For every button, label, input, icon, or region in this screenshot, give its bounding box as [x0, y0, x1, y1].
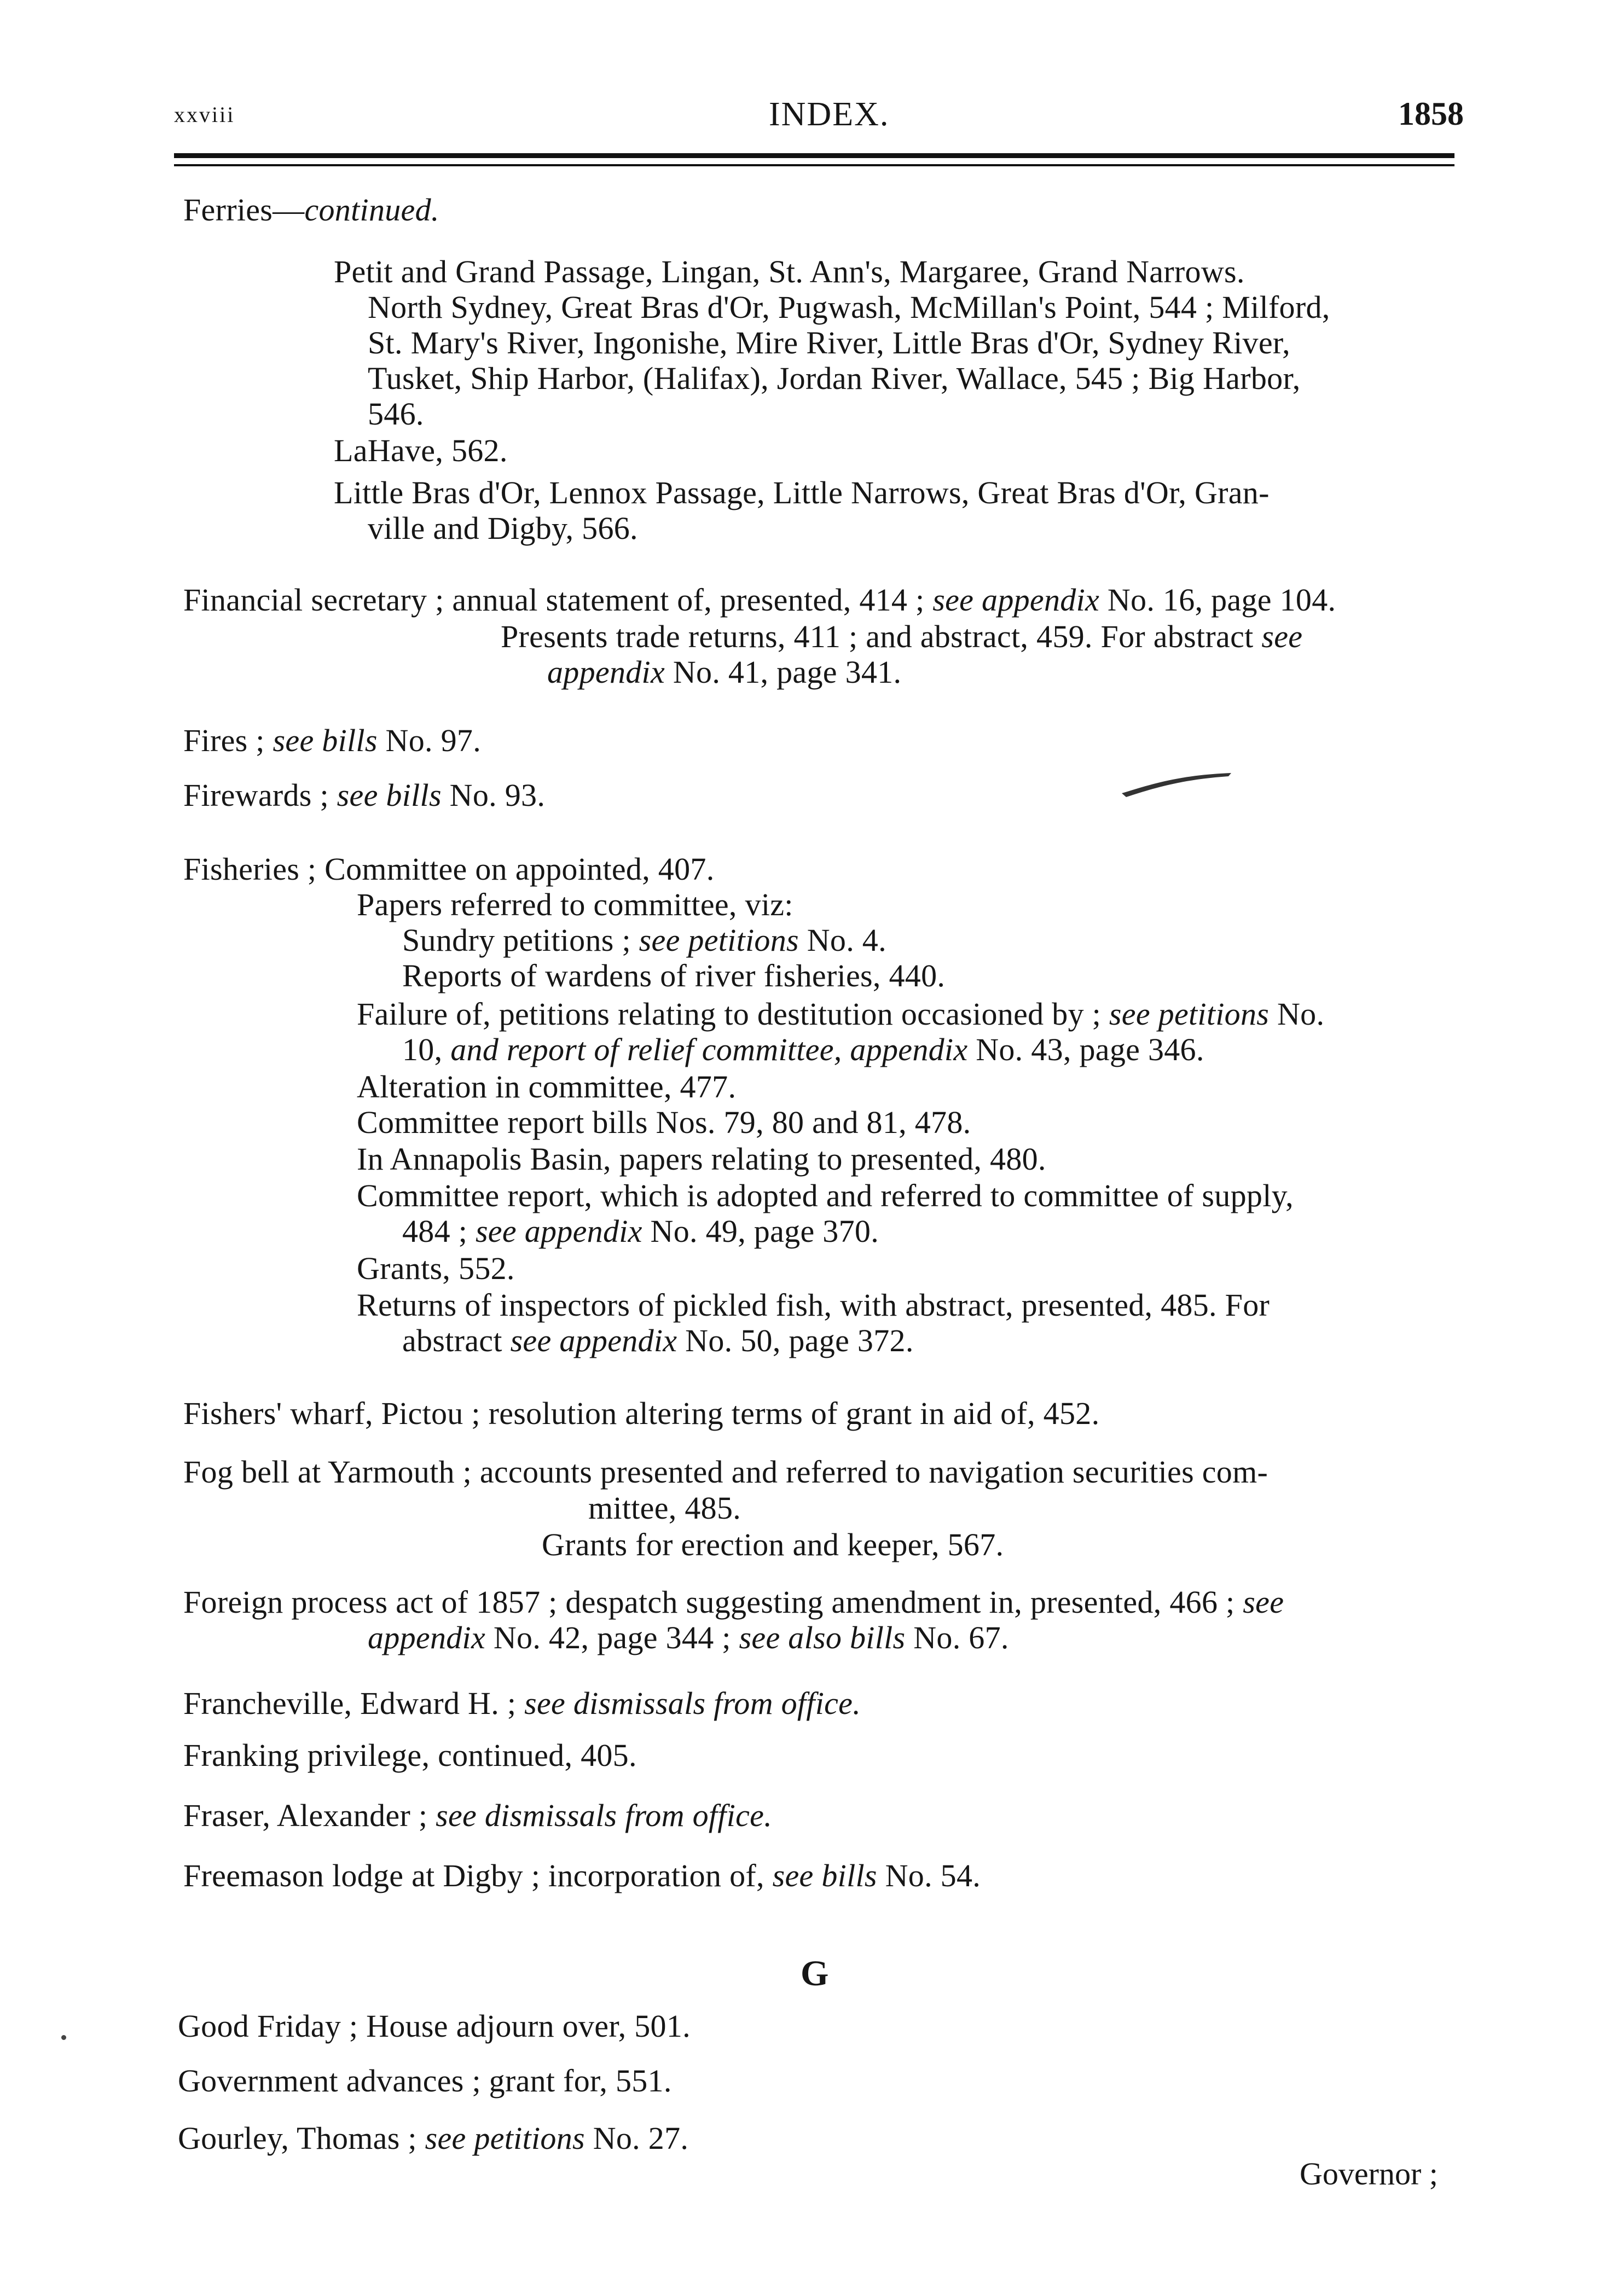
entry-foreign-process: Foreign process act of 1857 ; despatch suggesting amendment in, presented, 466 ; see [183, 1584, 1284, 1620]
entry-line: 484 ; see appendix No. 49, page 370. [402, 1213, 879, 1249]
entry-line: Petit and Grand Passage, Lingan, St. Ann's, Margaree, Grand Narrows. [334, 254, 1245, 289]
entry-line: Committee report bills Nos. 79, 80 and 81, 478. [357, 1105, 971, 1140]
entry-franking: Franking privilege, continued, 405. [183, 1737, 637, 1773]
entry-line: Tusket, Ship Harbor, (Halifax), Jordan River, Wallace, 545 ; Big Harbor, [368, 361, 1301, 396]
entry-line: Grants for erection and keeper, 567. [542, 1527, 1004, 1562]
header-rule-thin [174, 164, 1454, 166]
running-title: INDEX. [769, 96, 890, 133]
entry-line: North Sydney, Great Bras d'Or, Pugwash, McMillan's Point, 544 ; Milford, [368, 289, 1330, 325]
page-number-roman: xxviii [174, 102, 235, 127]
entry-francheville: Francheville, Edward H. ; see dismissals from office. [183, 1685, 861, 1721]
entry-fraser: Fraser, Alexander ; see dismissals from office. [183, 1798, 773, 1833]
stray-mark [61, 2035, 66, 2040]
section-letter: G [801, 1954, 829, 1993]
entry-line: ville and Digby, 566. [368, 510, 638, 546]
entry-line: Papers referred to committee, viz: [357, 887, 793, 922]
entry-line: Reports of wardens of river fisheries, 440. [402, 958, 946, 993]
entry-financial-secretary: Financial secretary ; annual statement of, presented, 414 ; see appendix No. 16, page 104. [183, 582, 1336, 618]
catchword: Governor ; [1300, 2156, 1438, 2192]
entry-firewards: Firewards ; see bills No. 93. [183, 777, 546, 813]
entry-fishers-wharf: Fishers' wharf, Pictou ; resolution altering terms of grant in aid of, 452. [183, 1396, 1100, 1431]
entry-line: Grants, 552. [357, 1251, 515, 1286]
entry-line: 546. [368, 396, 424, 432]
entry-line: appendix No. 42, page 344 ; see also bills No. 67. [368, 1620, 1009, 1655]
year-heading: 1858 [1398, 96, 1464, 132]
entry-fisheries: Fisheries ; Committee on appointed, 407. [183, 851, 715, 887]
entry-line: In Annapolis Basin, papers relating to presented, 480. [357, 1141, 1046, 1177]
entry-line: Committee report, which is adopted and referred to committee of supply, [357, 1178, 1294, 1213]
entry-line: abstract see appendix No. 50, page 372. [402, 1323, 914, 1358]
entry-line: mittee, 485. [588, 1490, 741, 1526]
header-rule-thick [174, 153, 1454, 158]
entry-fires: Fires ; see bills No. 97. [183, 723, 482, 758]
entry-line: appendix No. 41, page 341. [547, 654, 902, 690]
entry-line: Failure of, petitions relating to destitution occasioned by ; see petitions No. [357, 996, 1325, 1032]
entry-line: Alteration in committee, 477. [357, 1069, 737, 1105]
entry-fog-bell: Fog bell at Yarmouth ; accounts presented and referred to navigation securities com- [183, 1454, 1268, 1490]
entry-good-friday: Good Friday ; House adjourn over, 501. [178, 2008, 691, 2044]
entry-line: Sundry petitions ; see petitions No. 4. [402, 922, 886, 958]
entry-line: St. Mary's River, Ingonishe, Mire River, Little Bras d'Or, Sydney River, [368, 325, 1290, 361]
entry-gourley: Gourley, Thomas ; see petitions No. 27. [178, 2120, 689, 2156]
entry-government-advances: Government advances ; grant for, 551. [178, 2063, 672, 2099]
entry-line: LaHave, 562. [334, 433, 508, 468]
entry-line: Presents trade returns, 411 ; and abstract, 459. For abstract see [501, 619, 1303, 654]
entry-line: 10, and report of relief committee, appendix No. 43, page 346. [402, 1032, 1204, 1067]
entry-freemason: Freemason lodge at Digby ; incorporation of, see bills No. 54. [183, 1858, 981, 1893]
ink-smudge [1116, 763, 1237, 801]
entry-line: Returns of inspectors of pickled fish, with abstract, presented, 485. For [357, 1287, 1270, 1323]
entry-ferries-heading: Ferries—continued. [183, 192, 439, 228]
entry-line: Little Bras d'Or, Lennox Passage, Little Narrows, Great Bras d'Or, Gran- [334, 475, 1270, 510]
